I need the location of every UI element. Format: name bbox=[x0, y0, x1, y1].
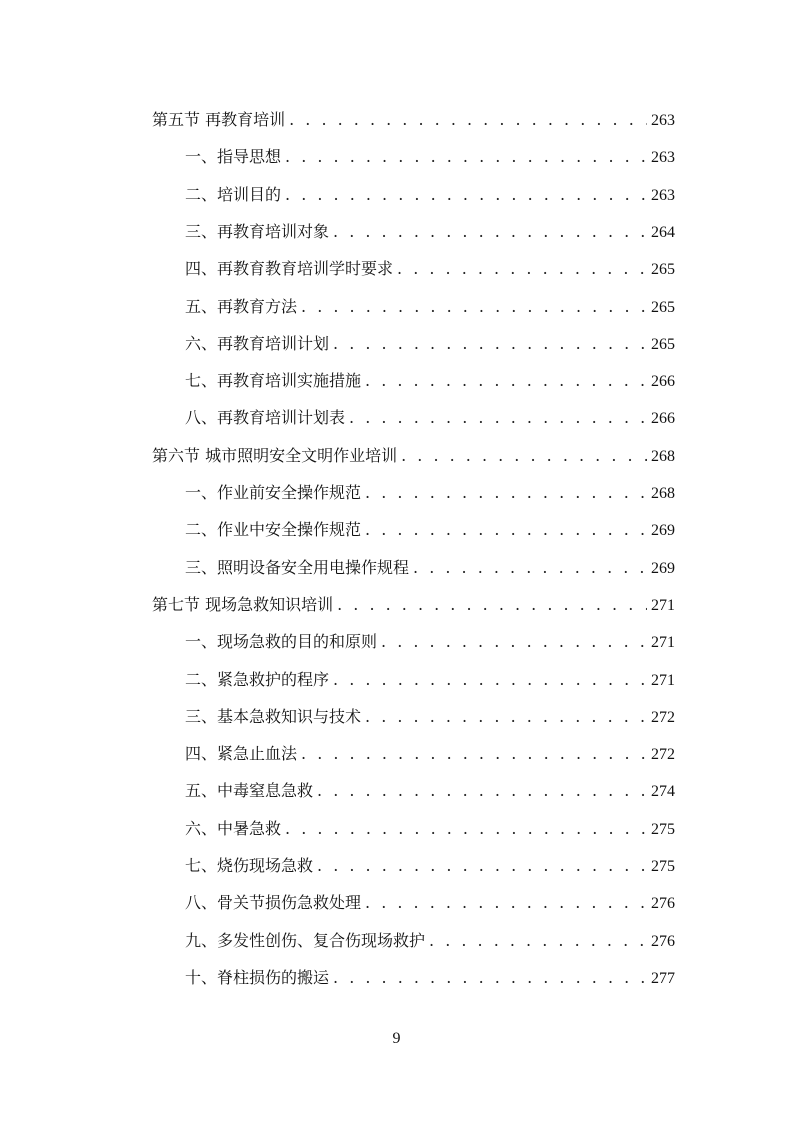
dot-leader bbox=[285, 810, 647, 847]
toc-entry-page: 275 bbox=[651, 820, 675, 838]
dot-leader bbox=[289, 101, 647, 138]
dot-leader bbox=[365, 362, 647, 399]
toc-entry-title: 七、再教育培训实施措施 bbox=[185, 371, 362, 391]
toc-entry[interactable] bbox=[185, 362, 675, 399]
toc-entry[interactable] bbox=[185, 288, 675, 325]
toc-entry-title: 四、紧急止血法 bbox=[185, 744, 298, 764]
toc-entry-page: 271 bbox=[651, 596, 675, 614]
toc-entry-title: 六、再教育培训计划 bbox=[185, 333, 330, 353]
dot-leader bbox=[365, 884, 647, 921]
toc-entry[interactable] bbox=[185, 922, 675, 959]
toc-entry-page: 263 bbox=[651, 149, 675, 167]
dot-leader bbox=[333, 959, 647, 996]
dot-leader bbox=[285, 176, 647, 213]
toc-entry-page: 276 bbox=[651, 895, 675, 913]
toc-entry-page: 275 bbox=[651, 858, 675, 875]
toc-entry[interactable] bbox=[185, 213, 675, 250]
toc-entry-title: 八、骨关节损伤急救处理 bbox=[185, 893, 362, 913]
toc-entry-title: 一、指导思想 bbox=[185, 147, 282, 167]
toc-entry-title: 八、再教育培训计划表 bbox=[185, 408, 346, 428]
toc-entry[interactable] bbox=[185, 250, 675, 287]
toc-entry-title: 第六节 城市照明安全文明作业培训 bbox=[152, 445, 398, 465]
toc-entry-title: 十、脊柱损伤的搬运 bbox=[185, 967, 330, 987]
toc-entry-page: 271 bbox=[651, 671, 675, 689]
toc-entry-page: 265 bbox=[651, 298, 675, 316]
toc-entry-page: 277 bbox=[651, 969, 675, 987]
toc-entry-title: 第五节 再教育培训 bbox=[152, 110, 286, 129]
toc-entry-page: 263 bbox=[651, 112, 675, 129]
dot-leader bbox=[333, 661, 647, 698]
toc-entry-title: 三、照明设备安全用电操作规程 bbox=[185, 557, 410, 577]
dot-leader bbox=[301, 735, 647, 772]
toc-entry-page: 272 bbox=[651, 746, 675, 764]
dot-leader bbox=[317, 772, 647, 809]
toc-entry-page: 272 bbox=[651, 708, 675, 726]
toc-entry[interactable] bbox=[185, 884, 675, 921]
toc-entry-page: 276 bbox=[651, 932, 675, 950]
dot-leader bbox=[285, 138, 647, 175]
page-number: 9 bbox=[392, 1030, 401, 1047]
dot-leader bbox=[301, 288, 647, 325]
toc-entry[interactable] bbox=[185, 138, 675, 175]
dot-leader bbox=[317, 847, 647, 884]
toc-entry[interactable] bbox=[185, 698, 675, 735]
toc-entry-page: 268 bbox=[651, 485, 675, 502]
toc-entry-page: 274 bbox=[651, 783, 675, 801]
dot-leader bbox=[365, 474, 647, 511]
toc-entry[interactable] bbox=[185, 176, 675, 213]
toc-entry-page: 269 bbox=[651, 559, 675, 577]
toc-entry-title: 四、再教育教育培训学时要求 bbox=[185, 259, 394, 279]
toc-entry-title: 二、紧急救护的程序 bbox=[185, 669, 330, 689]
toc-entry[interactable] bbox=[185, 511, 675, 548]
toc-entry[interactable] bbox=[185, 549, 675, 586]
toc-entry-page: 265 bbox=[651, 261, 675, 279]
dot-leader bbox=[381, 623, 647, 660]
toc-entry[interactable] bbox=[185, 847, 675, 884]
toc-entry-page: 271 bbox=[651, 634, 675, 652]
toc-entry-page: 269 bbox=[651, 522, 675, 540]
dot-leader bbox=[337, 586, 647, 623]
toc-entry[interactable] bbox=[185, 959, 675, 996]
toc-entry-title: 二、培训目的 bbox=[185, 184, 282, 204]
toc-entry-page: 265 bbox=[651, 335, 675, 353]
toc-entry[interactable] bbox=[152, 101, 675, 138]
toc-entry-title: 九、多发性创伤、复合伤现场救护 bbox=[185, 930, 426, 950]
dot-leader bbox=[413, 549, 647, 586]
dot-leader bbox=[365, 698, 647, 735]
dot-leader bbox=[365, 511, 647, 548]
dot-leader bbox=[401, 437, 647, 474]
dot-leader bbox=[333, 213, 647, 250]
toc-entry[interactable] bbox=[185, 399, 675, 436]
toc-entry-title: 三、再教育培训对象 bbox=[185, 221, 330, 241]
toc-entry-page: 266 bbox=[651, 373, 675, 391]
toc-entry[interactable] bbox=[152, 586, 675, 623]
toc-entry-title: 五、中毒窒息急救 bbox=[185, 781, 314, 801]
toc-entry-title: 七、烧伤现场急救 bbox=[185, 856, 314, 875]
dot-leader bbox=[349, 399, 647, 436]
toc-entry[interactable] bbox=[185, 735, 675, 772]
dot-leader bbox=[333, 325, 647, 362]
dot-leader bbox=[429, 922, 647, 959]
toc-entry[interactable] bbox=[185, 772, 675, 809]
toc-entry-title: 六、中暑急救 bbox=[185, 818, 282, 838]
toc-entry-title: 三、基本急救知识与技术 bbox=[185, 706, 362, 726]
toc-entry-page: 266 bbox=[651, 410, 675, 428]
toc-entry[interactable] bbox=[185, 810, 675, 847]
toc-entry-title: 一、现场急救的目的和原则 bbox=[185, 632, 378, 652]
toc-entry[interactable] bbox=[152, 437, 675, 474]
toc-entry-page: 268 bbox=[651, 447, 675, 465]
toc-entry[interactable] bbox=[185, 661, 675, 698]
toc-entry-page: 263 bbox=[651, 186, 675, 204]
toc-entry-title: 一、作业前安全操作规范 bbox=[185, 483, 362, 502]
toc-entry[interactable] bbox=[185, 623, 675, 660]
toc-entry-title: 第七节 现场急救知识培训 bbox=[152, 594, 334, 614]
toc-entry[interactable] bbox=[185, 325, 675, 362]
dot-leader bbox=[397, 250, 647, 287]
toc-entry-page: 264 bbox=[651, 223, 675, 241]
toc-entry-title: 二、作业中安全操作规范 bbox=[185, 520, 362, 540]
toc-entry-title: 五、再教育方法 bbox=[185, 296, 298, 316]
toc-entry[interactable] bbox=[185, 474, 675, 511]
